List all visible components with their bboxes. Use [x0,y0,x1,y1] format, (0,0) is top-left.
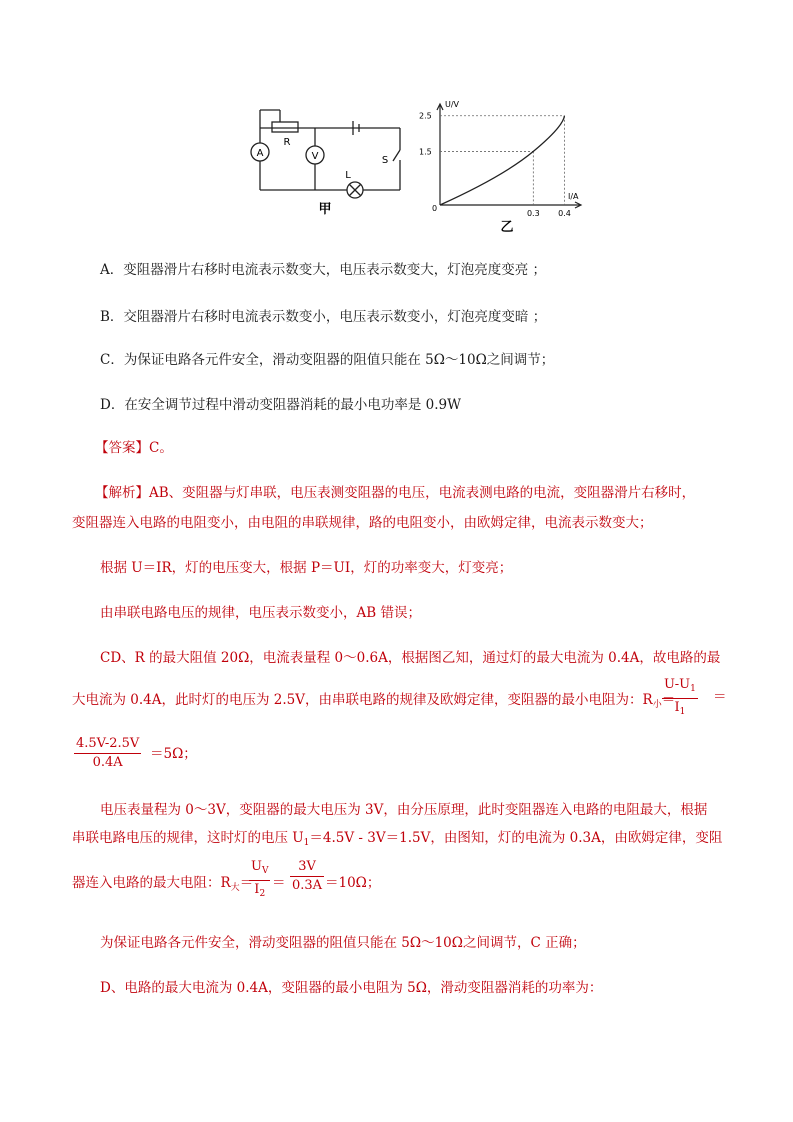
analysis-p1-line1: 【解析】AB、变阻器与灯串联，电压表测变阻器的电压，电流表测电路的电流，变阻器滑片右移时， [95,485,696,501]
option-b: B．交阻器滑片右移时电流表示数变小，电压表示数变小，灯泡亮度变暗 ； [100,309,547,325]
eq1-right: ＝ [713,689,727,705]
x-tick-lower: 0.3 [526,209,540,218]
fraction-voltage-over-current: $\frac{4.5V-2.5V}{0.4A}$ [76,736,140,770]
analysis-p3: 由串联电路电压的规律，电压表示数变小，AB 错误； [100,605,421,621]
y-axis-label: U/V [445,100,460,109]
answer-line: 【答案】C。 [95,440,173,456]
voltmeter-label: V [311,151,319,162]
r-min-subscript: 小 [652,700,662,710]
graph-guides [440,116,564,205]
eq1: ＝ [661,692,676,708]
graph-axes [437,104,581,208]
eq4: ＝ [272,875,286,891]
analysis-p6: 为保证电路各元件安全，滑动变阻器的阻值只能在 5Ω～10Ω之间调节，C 正确； [100,935,586,951]
resistor-r [272,122,298,132]
analysis-p7: D、电路的最大电流为 0.4A，变阻器的最小电阻为 5Ω，滑动变阻器消耗的功率为： [100,980,603,996]
option-a: A．变阻器滑片右移时电流表示数变大，电压表示数变大，灯泡亮度变亮 ； [100,262,547,278]
eq5-result: ＝10Ω； [325,875,381,891]
analysis-p5-line2: 串联电路电压的规律，这时灯的电压 $U_1=4.5V - 3V=1.5V$，由图知，灯的电流为 0.3A，由欧姆定律，变阻 [72,830,723,848]
figure-circuit-and-graph [235,95,595,235]
switch-label: S [381,155,389,166]
option-d: D．在安全调节过程中滑动变阻器消耗的最小电功率是 0.9W [100,397,461,413]
analysis-p5-line3: 器连入电路的最大电阻：$R_大=$ [72,875,254,893]
analysis-p5-line1: 电压表量程为 0～3V，变阻器的最大电压为 3V，由分压原理，此时变阻器连入电路的电阻最大，根据 [100,802,708,818]
fraction-uv-over-i2: $\frac{U_V}{I_2}$ [251,859,269,899]
y-tick-lower: 1.5 [419,147,432,157]
eq2-result: ＝5Ω； [150,746,197,762]
x-tick-upper: 0.4 [558,209,571,218]
y-tick-upper: 2.5 [419,111,432,121]
origin-label: 0 [432,204,438,213]
lamp-label: L [345,170,351,181]
iv-curve [440,116,564,205]
option-c: C．为保证电路各元件安全，滑动变阻器的阻值只能在 5Ω～10Ω之间调节； [100,352,555,368]
analysis-p2: 根据 U＝IR，灯的电压变大，根据 P＝UI，灯的功率变大，灯变亮； [100,560,513,576]
fraction-3v-over-03a: $\frac{3V}{0.3A}$ [292,859,323,893]
resistor-label: R [283,137,291,148]
circuit-diagram [251,110,400,198]
circuit-caption: 甲 [318,202,332,217]
analysis-p4-line1: CD、R 的最大阻值 20Ω，电流表量程 0～0.6A，根据图乙知，通过灯的最大电流为 0.4A，故电路的最 [100,650,721,666]
graph-caption: 乙 [500,220,514,235]
ammeter-label: A [256,148,264,159]
switch-s [393,150,400,161]
analysis-p1-line2: 变阻器连入电路的电阻变小，由电阻的串联规律，路的电阻变小，由欧姆定律，电流表示数变大； [72,515,653,531]
p4-line2-text: 大电流为 0.4A，此时灯的电压为 2.5V，由串联电路的规律及欧姆定律，变阻器的最小电阻为：R [72,692,653,708]
fraction-u-minus-u1-over-i1: $\frac{U-U_1}{I_1}$ [664,677,696,717]
x-axis-label: I/A [568,192,579,201]
